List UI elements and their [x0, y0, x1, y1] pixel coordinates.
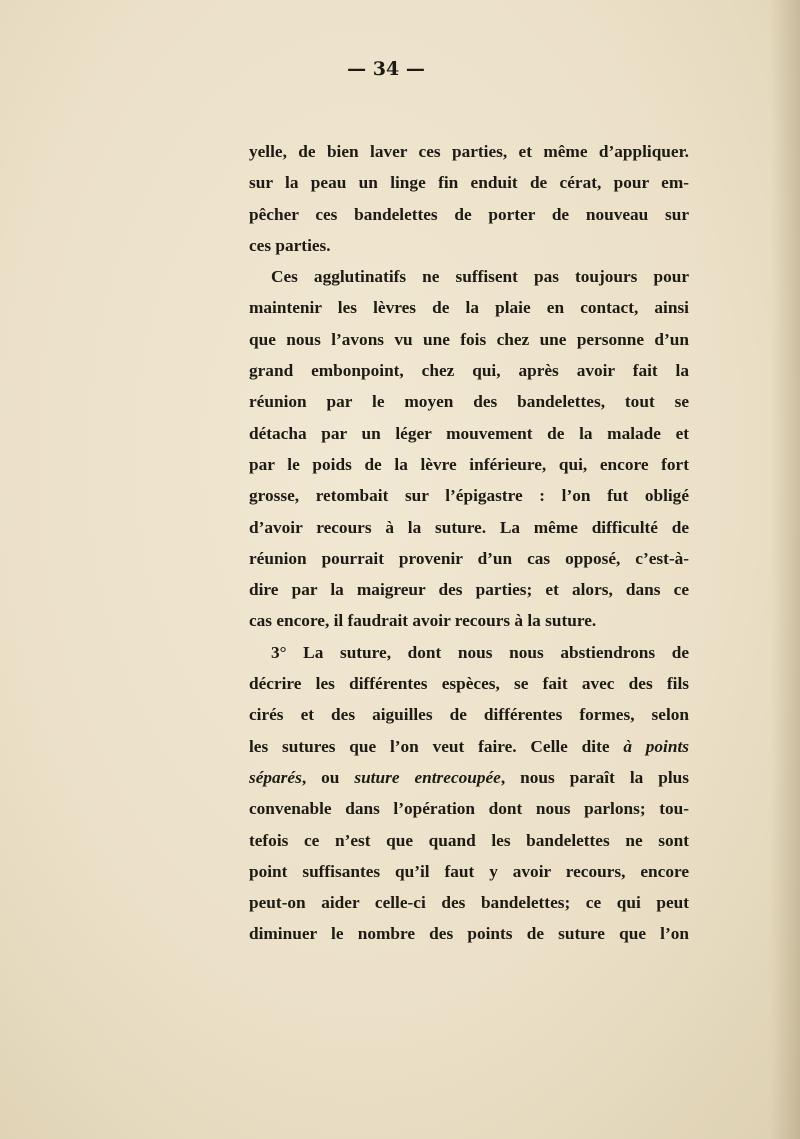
- text-segment: que nous l’avons vu une fois chez une personne d’un: [249, 329, 689, 349]
- text-segment: détacha par un léger mouvement de la malade et: [249, 423, 689, 443]
- text-line: [249, 699, 689, 730]
- text-line: [249, 825, 689, 856]
- text-line: [249, 731, 689, 762]
- text-segment: cas encore, il faudrait avoir recours à la suture.: [249, 611, 597, 631]
- text-segment: pêcher ces bandelettes de porter de nouveau sur: [249, 204, 689, 224]
- italic-text: suture entrecoupée: [354, 767, 501, 787]
- text-line: [249, 887, 689, 918]
- text-line: [249, 762, 689, 793]
- text-line: [249, 543, 689, 574]
- text-segment: décrire les différentes espèces, se fait avec des fils: [249, 674, 689, 694]
- text-line: [249, 856, 689, 887]
- italic-text: à points: [623, 736, 689, 756]
- text-line: [249, 668, 689, 699]
- text-segment: d’avoir recours à la suture. La même difficulté de: [249, 517, 689, 537]
- text-line: [249, 793, 689, 824]
- text-segment: Ces agglutinatifs ne suffisent pas toujours pour: [271, 267, 689, 287]
- text-line: [249, 574, 689, 605]
- text-line: [249, 449, 689, 480]
- text-segment: les sutures que l’on veut faire. Celle dite: [249, 736, 624, 756]
- text-line: [249, 230, 689, 261]
- text-line: [249, 261, 689, 292]
- text-segment: grosse, retombait sur l’épigastre : l’on fut obligé: [249, 486, 689, 506]
- page-number: — 34 —: [347, 58, 425, 80]
- text-line: [249, 637, 689, 668]
- text-segment: tefois ce n’est que quand les bandelettes ne sont: [249, 830, 689, 850]
- text-line: [249, 918, 689, 949]
- text-segment: peut-on aider celle-ci des bandelettes; ce qui peut: [249, 893, 689, 913]
- text-line: [249, 418, 689, 449]
- text-segment: , nous paraît la plus: [500, 767, 689, 787]
- text-segment: sur la peau un linge fin enduit de cérat, pour em-: [249, 173, 689, 193]
- text-segment: cirés et des aiguilles de différentes formes, selon: [249, 705, 689, 725]
- text-line: [249, 355, 689, 386]
- text-line: [249, 605, 689, 636]
- text-segment: grand embonpoint, chez qui, après avoir fait la: [249, 361, 689, 381]
- text-segment: point suffisantes qu’il faut y avoir recours, encore: [249, 861, 689, 881]
- text-segment: , ou: [301, 767, 355, 787]
- text-segment: diminuer le nombre des points de suture que l’on: [249, 924, 689, 944]
- text-segment: maintenir les lèvres de la plaie en contact, ainsi: [249, 298, 689, 318]
- text-line: [249, 324, 689, 355]
- italic-text: séparés: [249, 767, 302, 787]
- text-segment: ces parties.: [249, 235, 331, 255]
- text-line: [249, 512, 689, 543]
- text-line: [249, 167, 689, 198]
- text-line: [249, 480, 689, 511]
- text-line: [249, 136, 689, 167]
- page-edge-shadow: [770, 0, 800, 1139]
- text-line: [249, 199, 689, 230]
- text-segment: yelle, de bien laver ces parties, et même d’appliquer.: [249, 142, 689, 161]
- text-segment: réunion par le moyen des bandelettes, tout se: [249, 392, 689, 412]
- text-segment: convenable dans l’opération dont nous parlons; tou-: [249, 799, 689, 819]
- body-text: [249, 136, 689, 950]
- text-line: [249, 292, 689, 323]
- text-segment: 3° La suture, dont nous nous abstiendrons de: [271, 642, 689, 662]
- text-segment: par le poids de la lèvre inférieure, qui, encore fort: [249, 454, 689, 474]
- text-segment: réunion pourrait provenir d’un cas opposé, c’est-à-: [249, 548, 689, 568]
- text-line: [249, 386, 689, 417]
- text-segment: dire par la maigreur des parties; et alors, dans ce: [249, 580, 689, 600]
